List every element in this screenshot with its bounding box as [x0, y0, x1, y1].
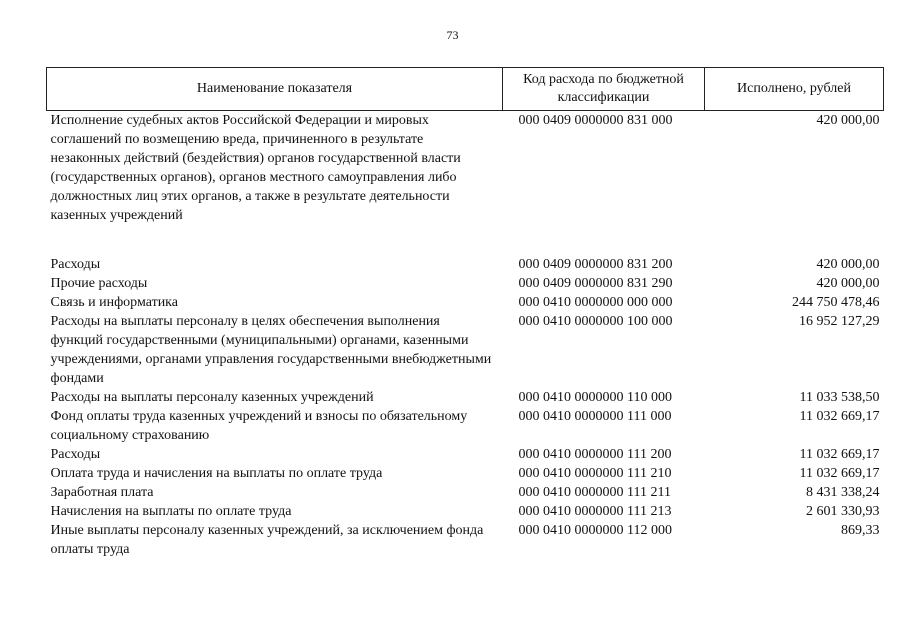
- row-name: Расходы на выплаты персоналу казенных учреждений: [50, 390, 374, 405]
- row-code: 000 0409 0000000 831 000: [518, 113, 673, 128]
- row-amount: 869,33: [841, 523, 880, 538]
- table-row: [47, 483, 884, 502]
- row-code: 000 0410 0000000 000 000: [518, 295, 673, 310]
- table-row: [47, 464, 884, 483]
- row-name: Фонд оплаты труда казенных учреждений и взносы по обязательному социальному страхованию: [50, 409, 468, 443]
- row-amount: 2 601 330,93: [806, 504, 880, 519]
- table-row: [47, 312, 884, 388]
- row-name: Исполнение судебных актов Российской Федерации и мировых соглашений по возмещению вреда, причиненного в результате незаконных действий (бездействия) органов государственной власти (государственных органов), органов местного самоуправления либо должностных лиц этих органов, а также в результате деятельности казенных учреждений: [50, 113, 461, 223]
- page-number: 73: [446, 28, 459, 42]
- row-amount: 8 431 338,24: [806, 485, 880, 500]
- row-code: 000 0409 0000000 831 290: [518, 276, 673, 291]
- row-name: Иные выплаты персоналу казенных учреждений, за исключением фонда оплаты труда: [50, 523, 484, 557]
- table-header-row: [47, 68, 884, 111]
- expenditure-table: [46, 67, 884, 559]
- row-amount: 11 032 669,17: [799, 466, 880, 481]
- row-name: Оплата труда и начисления на выплаты по оплате труда: [50, 466, 383, 481]
- table-row: [47, 274, 884, 293]
- row-code: 000 0410 0000000 111 210: [518, 466, 672, 481]
- row-amount: 11 033 538,50: [799, 390, 880, 405]
- header-indicator-name: Наименование показателя: [47, 68, 503, 111]
- row-amount: 420 000,00: [816, 276, 880, 291]
- row-code: 000 0410 0000000 110 000: [518, 390, 672, 405]
- table-row: [47, 255, 884, 274]
- row-code: 000 0410 0000000 111 211: [518, 485, 671, 500]
- row-name: Расходы на выплаты персоналу в целях обеспечения выполнения функций государственными (муниципальными) органами, казенными учреждениями, органами управления государственными внебюджетными фондами: [50, 314, 492, 386]
- row-amount: 420 000,00: [816, 113, 880, 128]
- table-row: [47, 407, 884, 445]
- table-row: [47, 388, 884, 407]
- header-executed-amount: Исполнено, рублей: [705, 68, 884, 111]
- table-row: [47, 293, 884, 312]
- header-expense-code: Код расхода по бюджетной классификации: [503, 68, 705, 111]
- row-amount: 11 032 669,17: [799, 447, 880, 462]
- row-name: Прочие расходы: [50, 276, 148, 291]
- row-name: Заработная плата: [50, 485, 154, 500]
- row-name: Расходы: [50, 257, 101, 272]
- row-amount: 244 750 478,46: [792, 295, 880, 310]
- row-name: Начисления на выплаты по оплате труда: [50, 504, 292, 519]
- row-code: 000 0410 0000000 100 000: [518, 314, 673, 329]
- table-row: [47, 445, 884, 464]
- row-amount: 16 952 127,29: [799, 314, 880, 329]
- row-code: 000 0410 0000000 111 000: [518, 409, 672, 424]
- row-amount: 11 032 669,17: [799, 409, 880, 424]
- table-row: [47, 111, 884, 256]
- row-name: Связь и информатика: [50, 295, 178, 310]
- table-row: [47, 502, 884, 521]
- row-code: 000 0410 0000000 111 200: [518, 447, 672, 462]
- row-code: 000 0410 0000000 112 000: [518, 523, 672, 538]
- table-row: [47, 521, 884, 559]
- row-name: Расходы: [50, 447, 101, 462]
- row-amount: 420 000,00: [816, 257, 880, 272]
- row-code: 000 0410 0000000 111 213: [518, 504, 672, 519]
- row-code: 000 0409 0000000 831 200: [518, 257, 673, 272]
